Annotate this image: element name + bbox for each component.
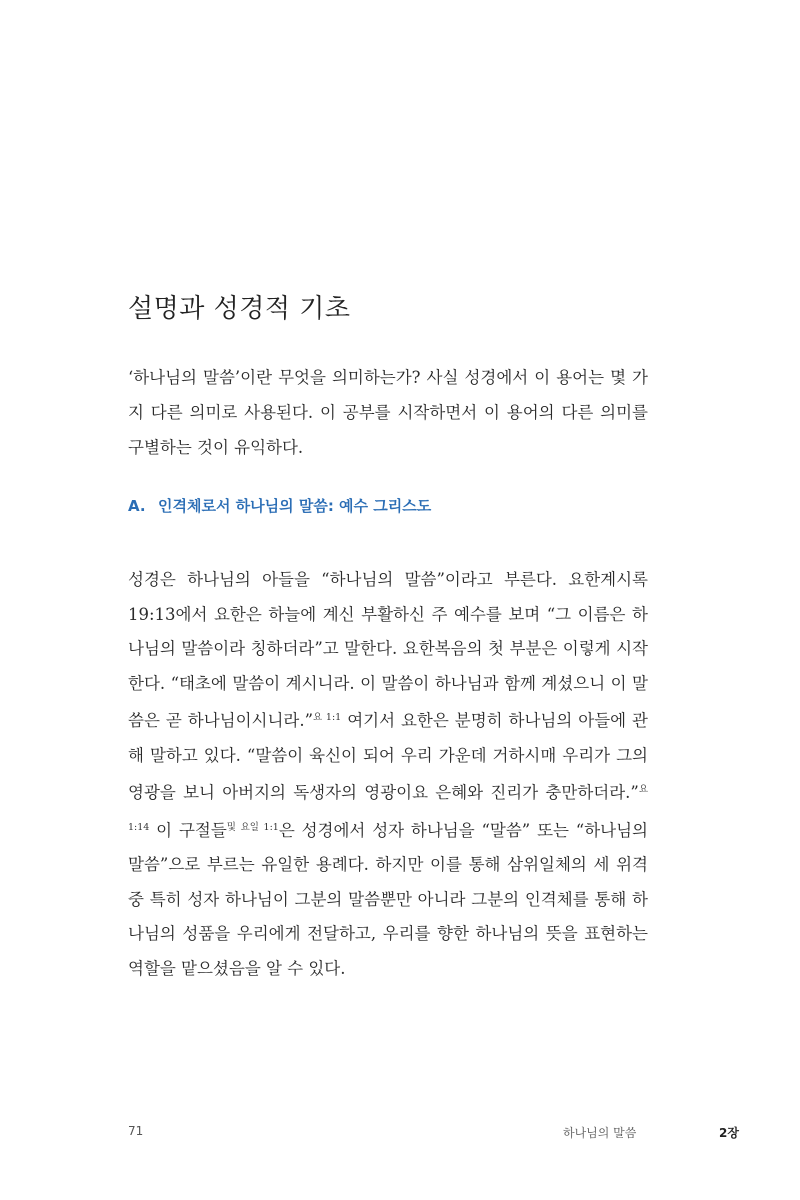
chapter-label: 2장 [719, 1126, 739, 1140]
scripture-reference: 요 1:14 [128, 784, 648, 833]
page-footer [0, 1124, 800, 1144]
page-number: 71 [128, 1124, 144, 1138]
body-text-part: 성경은 하나님의 아들을 “하나님의 말씀”이라고 부른다. 요한계시록 19:13에서 요한은 하늘에 계신 부활하신 주 예수를 보며 “그 이름은 하나님의 말씀이라 칭하더라”고 말한다. 요한복음의 첫 부분은 이렇게 시작한다. “태초에 말씀이 계시니라. 이 말씀이 하나님과 함께 계셨으니 이 말씀은 곧 하나님이시니라.” [128, 570, 648, 730]
body-text-part: 여기서 요한은 분명히 하나님의 아들에 관해 말하고 있다. “말씀이 육신이 되어 우리 가운데 거하시매 우리가 그의 영광을 보니 아버지의 독생자의 영광이요 은혜와 진리가 충만하더라.” [128, 711, 648, 802]
body-text-part: 은 성경에서 성자 하나님을 “말씀” 또는 “하나님의 말씀”으로 부르는 유일한 용례다. 하지만 이를 통해 삼위일체의 세 위격 중 특히 성자 하나님이 그분의 말씀뿐만 아니라 그분의 인격체를 통해 하나님의 성품을 우리에게 전달하고, 우리를 향한 하나님의 뜻을 표현하는 역할을 맡으셨음을 알 수 있다. [128, 820, 648, 978]
section-title: 설명과 성경적 기초 [128, 294, 351, 324]
subheading-text: 인격체로서 하나님의 말씀: 예수 그리스도 [158, 497, 432, 515]
intro-paragraph: ‘하나님의 말씀’이란 무엇을 의미하는가? 사실 성경에서 이 용어는 몇 가지 다른 의미로 사용된다. 이 공부를 시작하면서 이 용어의 다른 의미를 구별하는 것이 유익하다. [128, 368, 648, 457]
subheading [128, 495, 431, 516]
scripture-reference: 요 1:1 [313, 712, 342, 723]
body-text-part: 이 구절들 [149, 820, 227, 840]
subheading-letter: A. [128, 497, 146, 515]
body-paragraph [128, 563, 648, 986]
running-title: 하나님의 말씀 [563, 1126, 637, 1140]
scripture-reference: 및 요일 1:1 [226, 821, 279, 833]
